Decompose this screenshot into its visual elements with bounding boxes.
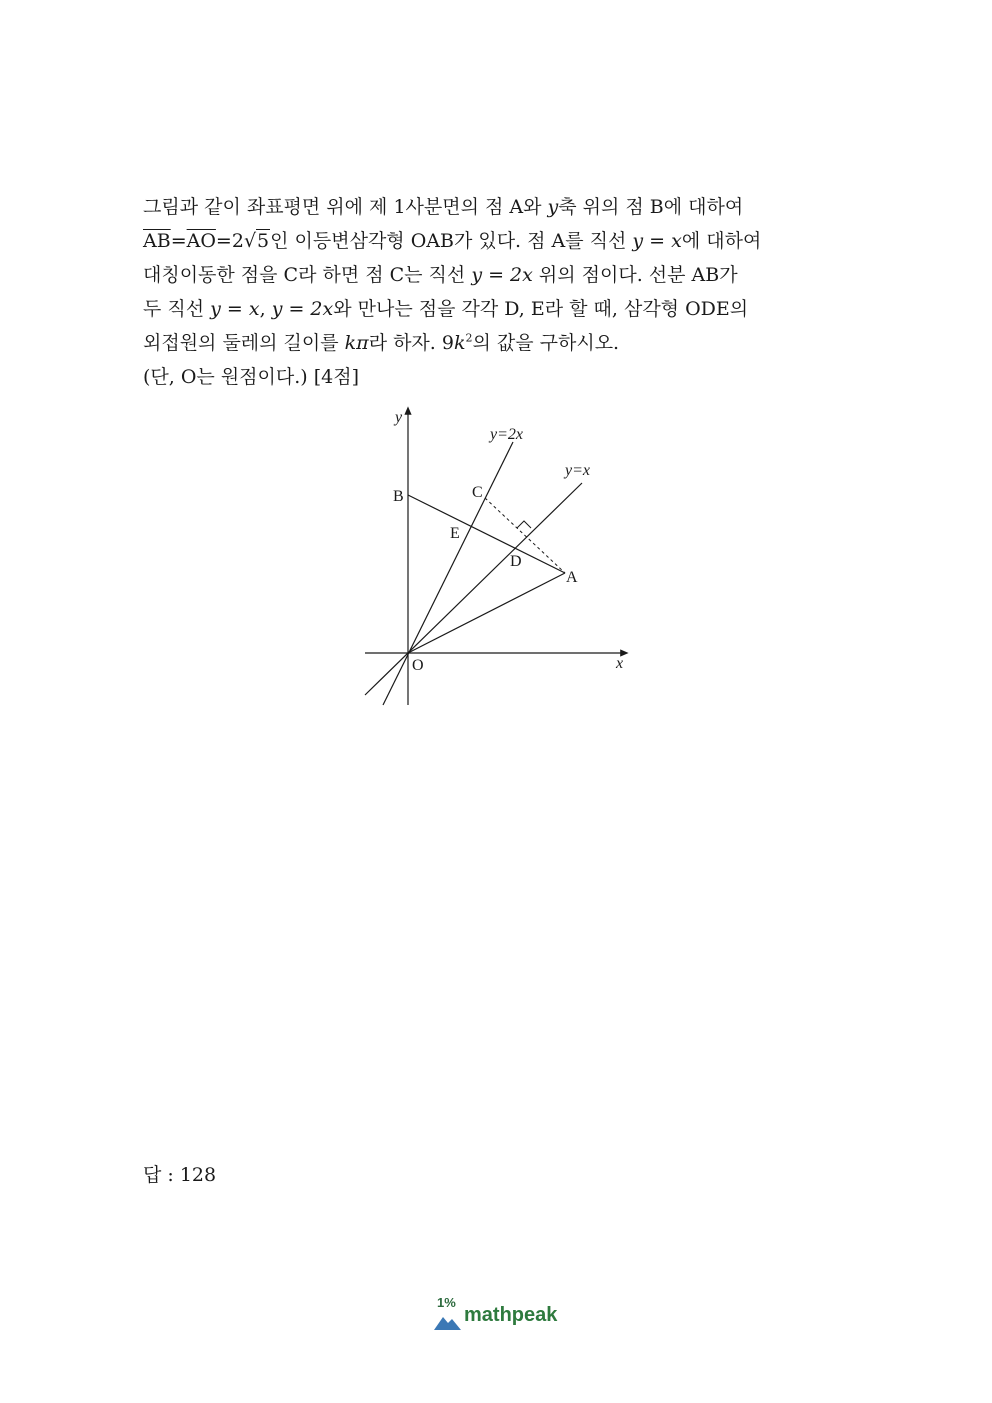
- math-y: y: [547, 196, 559, 218]
- label-x-axis: x: [616, 655, 624, 672]
- math-exponent: 2: [465, 331, 473, 345]
- answer-value: 128: [179, 1164, 217, 1186]
- text-segment: 축 위의 점 B에 대하여: [558, 196, 744, 218]
- text-segment: 의 값을 구하시오.: [472, 332, 620, 354]
- mathpeak-logo: [432, 1295, 572, 1335]
- problem-line-3: [143, 258, 843, 292]
- logo-name: mathpeak: [464, 1304, 558, 1326]
- geometry-figure: [360, 400, 640, 710]
- text-segment: 그림과 같이 좌표평면 위에 제 1사분면의 점 A와: [143, 196, 548, 218]
- line-y-x: [365, 483, 582, 695]
- problem-line-6: [143, 360, 843, 394]
- math-equation: y = 2x: [271, 298, 334, 320]
- text-segment: 인 이등변삼각형 OAB가 있다. 점 A를 직선: [270, 230, 633, 252]
- label-line-x: y=x: [565, 462, 590, 479]
- math-k-pi: kπ: [344, 332, 369, 354]
- problem-line-2: [143, 224, 843, 258]
- sqrt-expression: √5: [243, 230, 270, 252]
- text-segment: 라 하자. 9: [368, 332, 454, 354]
- problem-text: [143, 190, 843, 394]
- text-segment: 대칭이동한 점을 C라 하면 점 C는 직선: [143, 264, 472, 286]
- text-segment: 외접원의 둘레의 길이를: [143, 332, 345, 354]
- segment-oa: [408, 573, 565, 653]
- logo-percent: 1%: [437, 1295, 456, 1310]
- segment-ab: [408, 495, 565, 573]
- label-line-2x: y=2x: [490, 426, 523, 443]
- label-y-axis: y: [395, 409, 403, 426]
- right-angle-mark: [517, 521, 531, 528]
- figure-svg: [360, 400, 640, 710]
- math-k: k: [453, 332, 466, 354]
- mountain-icon: [434, 1313, 462, 1331]
- text-segment: ,: [259, 298, 272, 320]
- problem-line-5: [143, 326, 843, 360]
- text-segment: 위의 점이다. 선분 AB가: [532, 264, 738, 286]
- answer-label: 답 :: [143, 1164, 180, 1186]
- segment-ca-dotted: [485, 498, 565, 573]
- text-segment: 에 대하여: [681, 230, 762, 252]
- point-e-label: E: [450, 525, 460, 542]
- text-segment: 두 직선: [143, 298, 211, 320]
- math-equation: y = x: [210, 298, 260, 320]
- segment-ao: $\overline{AO}$: [186, 230, 216, 252]
- problem-line-1: [143, 190, 843, 224]
- math-equation: y = 2x: [471, 264, 533, 286]
- equals-sign: =: [170, 230, 187, 252]
- problem-line-4: [143, 292, 843, 326]
- math-equation: y = x: [632, 230, 682, 252]
- point-b-label: B: [393, 488, 404, 505]
- point-d-label: D: [510, 553, 522, 570]
- text-segment: (단, O는 원점이다.) [4점]: [143, 366, 359, 388]
- point-a-label: A: [566, 569, 578, 586]
- segment-ab: $\overline{AB}$: [143, 230, 171, 252]
- math-coefficient: =2: [215, 230, 244, 252]
- answer: [143, 1160, 216, 1187]
- sqrt-radicand: 5: [257, 230, 270, 252]
- point-c-label: C: [472, 484, 483, 501]
- text-segment: 와 만나는 점을 각각 D, E라 할 때, 삼각형 ODE의: [333, 298, 749, 320]
- line-y-2x: [383, 442, 513, 705]
- point-o-label: O: [412, 657, 424, 674]
